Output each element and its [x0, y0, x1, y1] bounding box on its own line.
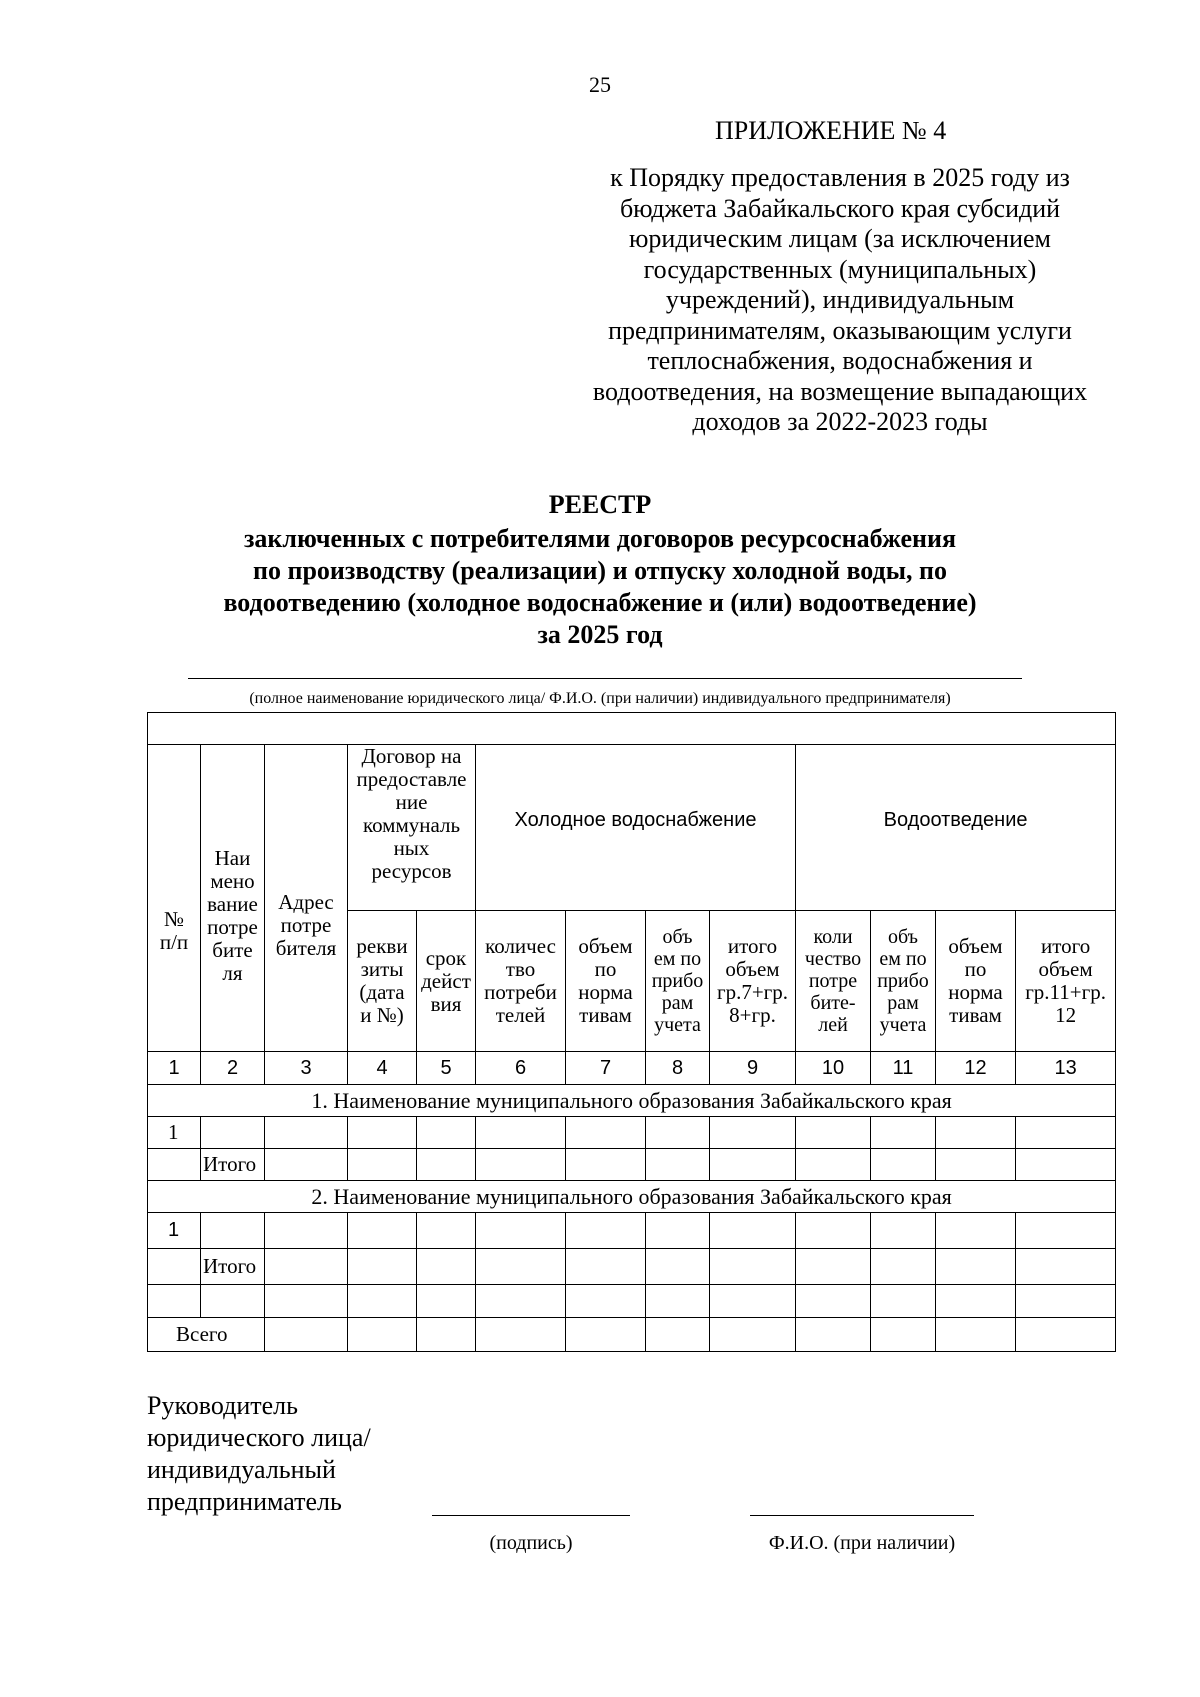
- registry-title: РЕЕСТР: [548, 490, 652, 519]
- table-cell: [871, 1117, 936, 1149]
- table-cell: [936, 1249, 1016, 1285]
- header-total-volume-drainage: итого объем гр.11+гр. 12: [1016, 911, 1116, 1052]
- table-cell: [566, 1213, 646, 1249]
- table-cell: [417, 1213, 476, 1249]
- subtotal-row: [148, 1249, 1116, 1285]
- table-cell: [566, 1249, 646, 1285]
- registry-subtitle-line: заключенных с потребителями договоров ресурсоснабжения: [243, 524, 957, 553]
- section-title: 1. Наименование муниципального образования Забайкальского края: [148, 1085, 1116, 1117]
- table-cell: [148, 1249, 201, 1285]
- header-consumer-count-drainage: коли чество потре бите- лей: [796, 911, 871, 1052]
- table-cell: [936, 1285, 1016, 1318]
- header-address: Адрес потре бителя: [265, 745, 348, 1052]
- table-cell: [348, 1149, 417, 1181]
- table-cell: [646, 1149, 710, 1181]
- column-number: 13: [1016, 1052, 1116, 1085]
- column-number: 7: [566, 1052, 646, 1085]
- appendix-line: к Порядку предоставления в 2025 году из: [610, 163, 1070, 192]
- table-cell: [796, 1285, 871, 1318]
- table-cell: [646, 1117, 710, 1149]
- subtotal-label: Итого: [201, 1249, 265, 1285]
- registry-subtitle-line: по производству (реализации) и отпуску холодной воды, по: [253, 556, 947, 585]
- table-cell: [646, 1285, 710, 1318]
- table-row: [148, 1213, 1116, 1249]
- column-number: 12: [936, 1052, 1016, 1085]
- column-number: 4: [348, 1052, 417, 1085]
- header-consumer-count: количес тво потреби телей: [476, 911, 566, 1052]
- table-cell: [646, 1318, 710, 1352]
- header-volume-meter: объ ем по прибо рам учета: [646, 911, 710, 1052]
- table-cell: [566, 1318, 646, 1352]
- table-cell: [646, 1249, 710, 1285]
- table-cell: [566, 1117, 646, 1149]
- table-cell: [348, 1117, 417, 1149]
- grand-total-row: [148, 1318, 1116, 1352]
- signatory-line: индивидуальный: [147, 1455, 336, 1484]
- table-cell: [476, 1318, 566, 1352]
- table-cell: [476, 1117, 566, 1149]
- table-cell: [417, 1249, 476, 1285]
- table-cell: [417, 1285, 476, 1318]
- table-row: [148, 1117, 1116, 1149]
- table-cell: [148, 1149, 201, 1181]
- table-cell: [201, 1213, 265, 1249]
- table-cell: [265, 1213, 348, 1249]
- signatory-line: предприниматель: [147, 1487, 342, 1516]
- appendix-line: государственных (муниципальных): [643, 254, 1037, 284]
- header-num: № п/п: [148, 745, 201, 1052]
- column-numbers-row: [148, 1052, 1116, 1085]
- appendix-line: доходов за 2022-2023 годы: [692, 407, 988, 436]
- table-cell: [265, 1285, 348, 1318]
- table-cell: [265, 1318, 348, 1352]
- table-cell: [201, 1117, 265, 1149]
- table-cell: [1016, 1149, 1116, 1181]
- subtotal-label: Итого: [201, 1149, 265, 1181]
- table-cell: [710, 1117, 796, 1149]
- column-number: 5: [417, 1052, 476, 1085]
- signature-caption: (подпись): [489, 1532, 573, 1554]
- table-cell: [265, 1249, 348, 1285]
- table-cell: [201, 1285, 265, 1318]
- column-number: 10: [796, 1052, 871, 1085]
- column-number: 9: [710, 1052, 796, 1085]
- appendix-title: ПРИЛОЖЕНИЕ № 4: [715, 116, 947, 145]
- header-requisites: рекви зиты (дата и №): [348, 911, 417, 1052]
- table-cell: [566, 1285, 646, 1318]
- table-cell: [348, 1318, 417, 1352]
- table-cell: [476, 1149, 566, 1181]
- table-cell: [936, 1149, 1016, 1181]
- section-title: 2. Наименование муниципального образования Забайкальского края: [148, 1181, 1116, 1213]
- column-number: 2: [201, 1052, 265, 1085]
- table-cell: [417, 1117, 476, 1149]
- table-cell: [871, 1285, 936, 1318]
- column-number: 8: [646, 1052, 710, 1085]
- header-drainage: Водоотведение: [796, 745, 1116, 911]
- table-cell: [710, 1318, 796, 1352]
- table-cell: [646, 1213, 710, 1249]
- table-cell: [796, 1249, 871, 1285]
- header-volume-norm: объем по норма тивам: [566, 911, 646, 1052]
- grand-total-label: Всего: [148, 1318, 265, 1352]
- table-cell: [476, 1249, 566, 1285]
- full-name-line: [750, 1515, 974, 1516]
- table-cell: [796, 1318, 871, 1352]
- table-cell: [1016, 1213, 1116, 1249]
- table-cell: [710, 1249, 796, 1285]
- row-number: 1: [148, 1117, 201, 1149]
- table-cell: [1016, 1318, 1116, 1352]
- column-number: 3: [265, 1052, 348, 1085]
- table-cell: [871, 1318, 936, 1352]
- registry-table: [147, 712, 1116, 1352]
- header-term: срок дейст вия: [417, 911, 476, 1052]
- column-number: 6: [476, 1052, 566, 1085]
- header-volume-norm-drainage: объем по норма тивам: [936, 911, 1016, 1052]
- signatory-line: Руководитель: [147, 1391, 298, 1420]
- signatory-title: [147, 1390, 371, 1518]
- header-contract: Договор на предоставле ние коммуналь ных ресурсов: [348, 745, 476, 911]
- entity-name-line: [188, 678, 1022, 679]
- registry-subtitle-line: за 2025 год: [537, 620, 663, 649]
- table-cell: [148, 1285, 201, 1318]
- table-cell: [417, 1149, 476, 1181]
- page-number: 25: [589, 72, 611, 97]
- appendix-text: [560, 163, 1120, 438]
- appendix-line: юридическим лицам (за исключением: [629, 224, 1051, 253]
- signature-line: [432, 1515, 630, 1516]
- table-cell: [796, 1149, 871, 1181]
- signatory-line: юридического лица/: [147, 1423, 371, 1452]
- column-number: 11: [871, 1052, 936, 1085]
- subtotal-row: [148, 1149, 1116, 1181]
- appendix-line: предпринимателям, оказывающим услуги: [608, 315, 1072, 345]
- table-cell: [566, 1149, 646, 1181]
- table-cell: [871, 1149, 936, 1181]
- table-cell: [710, 1213, 796, 1249]
- appendix-line: теплоснабжения, водоснабжения и: [647, 346, 1033, 375]
- entity-name-caption: (полное наименование юридического лица/ Ф.И.О. (при наличии) индивидуального предпринимателя): [249, 690, 951, 707]
- table-row: [148, 1285, 1116, 1318]
- header-total-volume-cold: итого объем гр.7+гр. 8+гр.: [710, 911, 796, 1052]
- full-name-caption: Ф.И.О. (при наличии): [768, 1532, 956, 1554]
- table-cell: [265, 1117, 348, 1149]
- table-cell: [871, 1213, 936, 1249]
- appendix-line: водоотведения, на возмещение выпадающих: [592, 376, 1088, 406]
- table-cell: [936, 1213, 1016, 1249]
- appendix-line: бюджета Забайкальского края субсидий: [619, 193, 1061, 223]
- column-number: 1: [148, 1052, 201, 1085]
- section-title-row: [148, 1181, 1116, 1213]
- header-volume-meter-drainage: объ ем по прибо рам учета: [871, 911, 936, 1052]
- registry-subtitle: [150, 523, 1050, 651]
- table-cell: [871, 1249, 936, 1285]
- table-cell: [936, 1117, 1016, 1149]
- appendix-line: учреждений), индивидуальным: [665, 285, 1015, 314]
- table-cell: [1016, 1117, 1116, 1149]
- table-cell: [348, 1213, 417, 1249]
- table-cell: [348, 1285, 417, 1318]
- registry-subtitle-line: водоотведению (холодное водоснабжение и (или) водоотведение): [223, 588, 977, 617]
- row-number: 1: [148, 1213, 201, 1249]
- header-row-1: [148, 745, 1116, 911]
- table-cell: [148, 713, 1116, 745]
- table-cell: [936, 1318, 1016, 1352]
- table-cell: [476, 1213, 566, 1249]
- table-cell: [348, 1249, 417, 1285]
- table-cell: [1016, 1249, 1116, 1285]
- section-title-row: [148, 1085, 1116, 1117]
- table-cell: [417, 1318, 476, 1352]
- table-cell: [265, 1149, 348, 1181]
- table-cell: [1016, 1285, 1116, 1318]
- table-blank-row: [148, 713, 1116, 745]
- table-cell: [476, 1285, 566, 1318]
- header-name: Наи мено вание потре бите ля: [201, 745, 265, 1052]
- header-cold-water: Холодное водоснабжение: [476, 745, 796, 911]
- table-cell: [710, 1149, 796, 1181]
- table-cell: [796, 1117, 871, 1149]
- table-cell: [710, 1285, 796, 1318]
- table-cell: [796, 1213, 871, 1249]
